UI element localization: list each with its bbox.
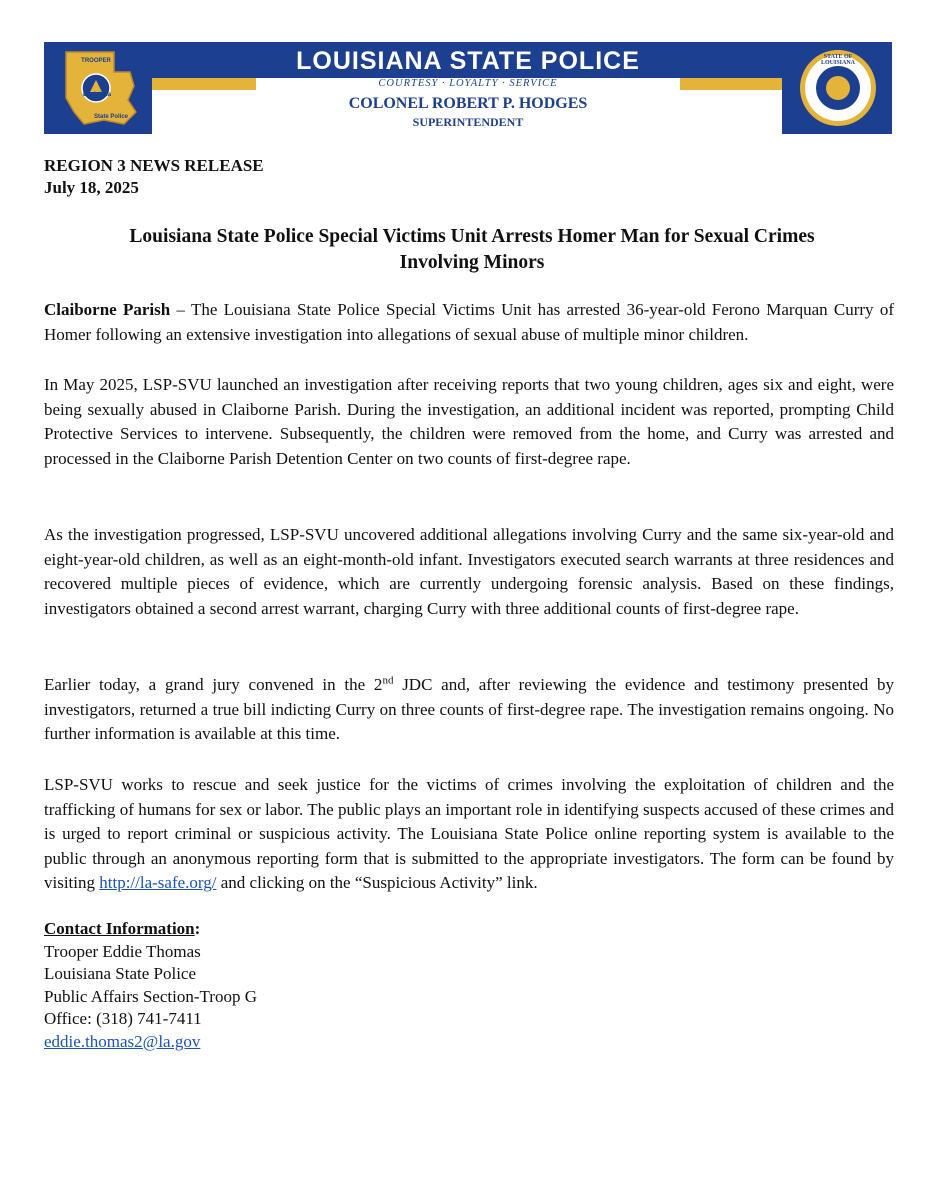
seal-pelican (826, 76, 850, 100)
badge-bottom-text: State Police (93, 114, 128, 120)
paragraph-4 (44, 673, 894, 747)
paragraph-1-text: – The Louisiana State Police Special Victims Unit has arrested 36-year-old Ferono Marquan Curry of Homer following an extensive investigation into allegations of sexual abuse of multiple minor children. (44, 300, 894, 344)
la-safe-link[interactable]: http://la-safe.org/ (99, 873, 217, 892)
headline (60, 224, 884, 276)
contact-agency: Louisiana State Police (44, 964, 197, 983)
region-label: REGION 3 NEWS RELEASE (44, 156, 264, 175)
contact-block (44, 918, 257, 1053)
contact-office-phone: Office: (318) 741-7411 (44, 1009, 202, 1028)
release-date: July 18, 2025 (44, 178, 139, 197)
state-seal-icon (782, 42, 892, 134)
trooper-badge-icon (44, 42, 152, 134)
ordinal-suffix: nd (382, 674, 394, 687)
trooper-badge-graphic (44, 42, 152, 134)
agency-motto: COURTESY · LOYALTY · SERVICE (378, 78, 558, 89)
paragraph-2: In May 2025, LSP-SVU launched an investigation after receiving reports that two young children, ages six and eight, were being sexually abused in Claiborne Parish. During the investigation, an additional incident was reported, prompting Child Protective Services to intervene. Subsequently, the children were removed from the home, and Curry was arrested and processed in the Claiborne Parish Detention Center on two counts of first-degree rape. (44, 375, 894, 468)
badge-middle-text: Louisiana (82, 92, 111, 98)
release-header (44, 155, 264, 199)
letterhead (44, 42, 892, 134)
paragraph-4-end: JDC and, after reviewing the evidence and testimony presented by investigators, returned a true bill indicting Curry on three counts of first-degree rape. The investigation remains ongoing. No further information is available at this time. (44, 675, 894, 743)
paragraph-5 (44, 773, 894, 896)
contact-heading (44, 918, 257, 941)
badge-top-text: TROOPER (81, 58, 111, 64)
colonel-name: COLONEL ROBERT P. HODGES (348, 95, 588, 112)
headline-line-2: Involving Minors (399, 252, 545, 273)
letterhead-band (116, 42, 820, 134)
dateline-location: Claiborne Parish (44, 300, 171, 319)
paragraph-1 (44, 298, 894, 347)
seal-text: STATE OF LOUISIANA (820, 54, 855, 66)
paragraph-5-start: LSP-SVU works to rescue and seek justice for the victims of crimes involving the exploitation of children and the trafficking of humans for sex or labor. The public plays an important role in identifying suspects accused of these crimes and is urged to report criminal or suspicious activity. The Louisiana State Police online reporting system is available to the public through an anonymous reporting form that is submitted to the appropriate investigators. The form can be found by visiting (44, 775, 894, 892)
contact-heading-label: Contact Information (44, 919, 195, 938)
contact-heading-colon: : (194, 919, 201, 938)
contact-email-link[interactable]: eddie.thomas2@la.gov (44, 1031, 201, 1051)
paragraph-3: As the investigation progressed, LSP-SVU uncovered additional allegations involving Curry and the same six-year-old and eight-year-old children, as well as an eight-month-old infant. Investigators executed search warrants at three residences and recovered multiple pieces of evidence, which are currently undergoing forensic analysis. Based on these findings, investigators obtained a second arrest warrant, charging Curry with three additional counts of first-degree rape. (44, 525, 894, 618)
headline-line-1: Louisiana State Police Special Victims Unit Arrests Homer Man for Sexual Crimes (129, 226, 815, 247)
contact-section: Public Affairs Section-Troop G (44, 986, 257, 1006)
paragraph-4-start: Earlier today, a grand jury convened in the 2 (44, 675, 383, 694)
agency-title: LOUISIANA STATE POLICE (296, 47, 640, 75)
superintendent-title: SUPERINTENDENT (412, 115, 524, 129)
paragraph-5-end: and clicking on the “Suspicious Activity” link. (216, 873, 538, 892)
contact-name: Trooper Eddie Thomas (44, 941, 201, 961)
